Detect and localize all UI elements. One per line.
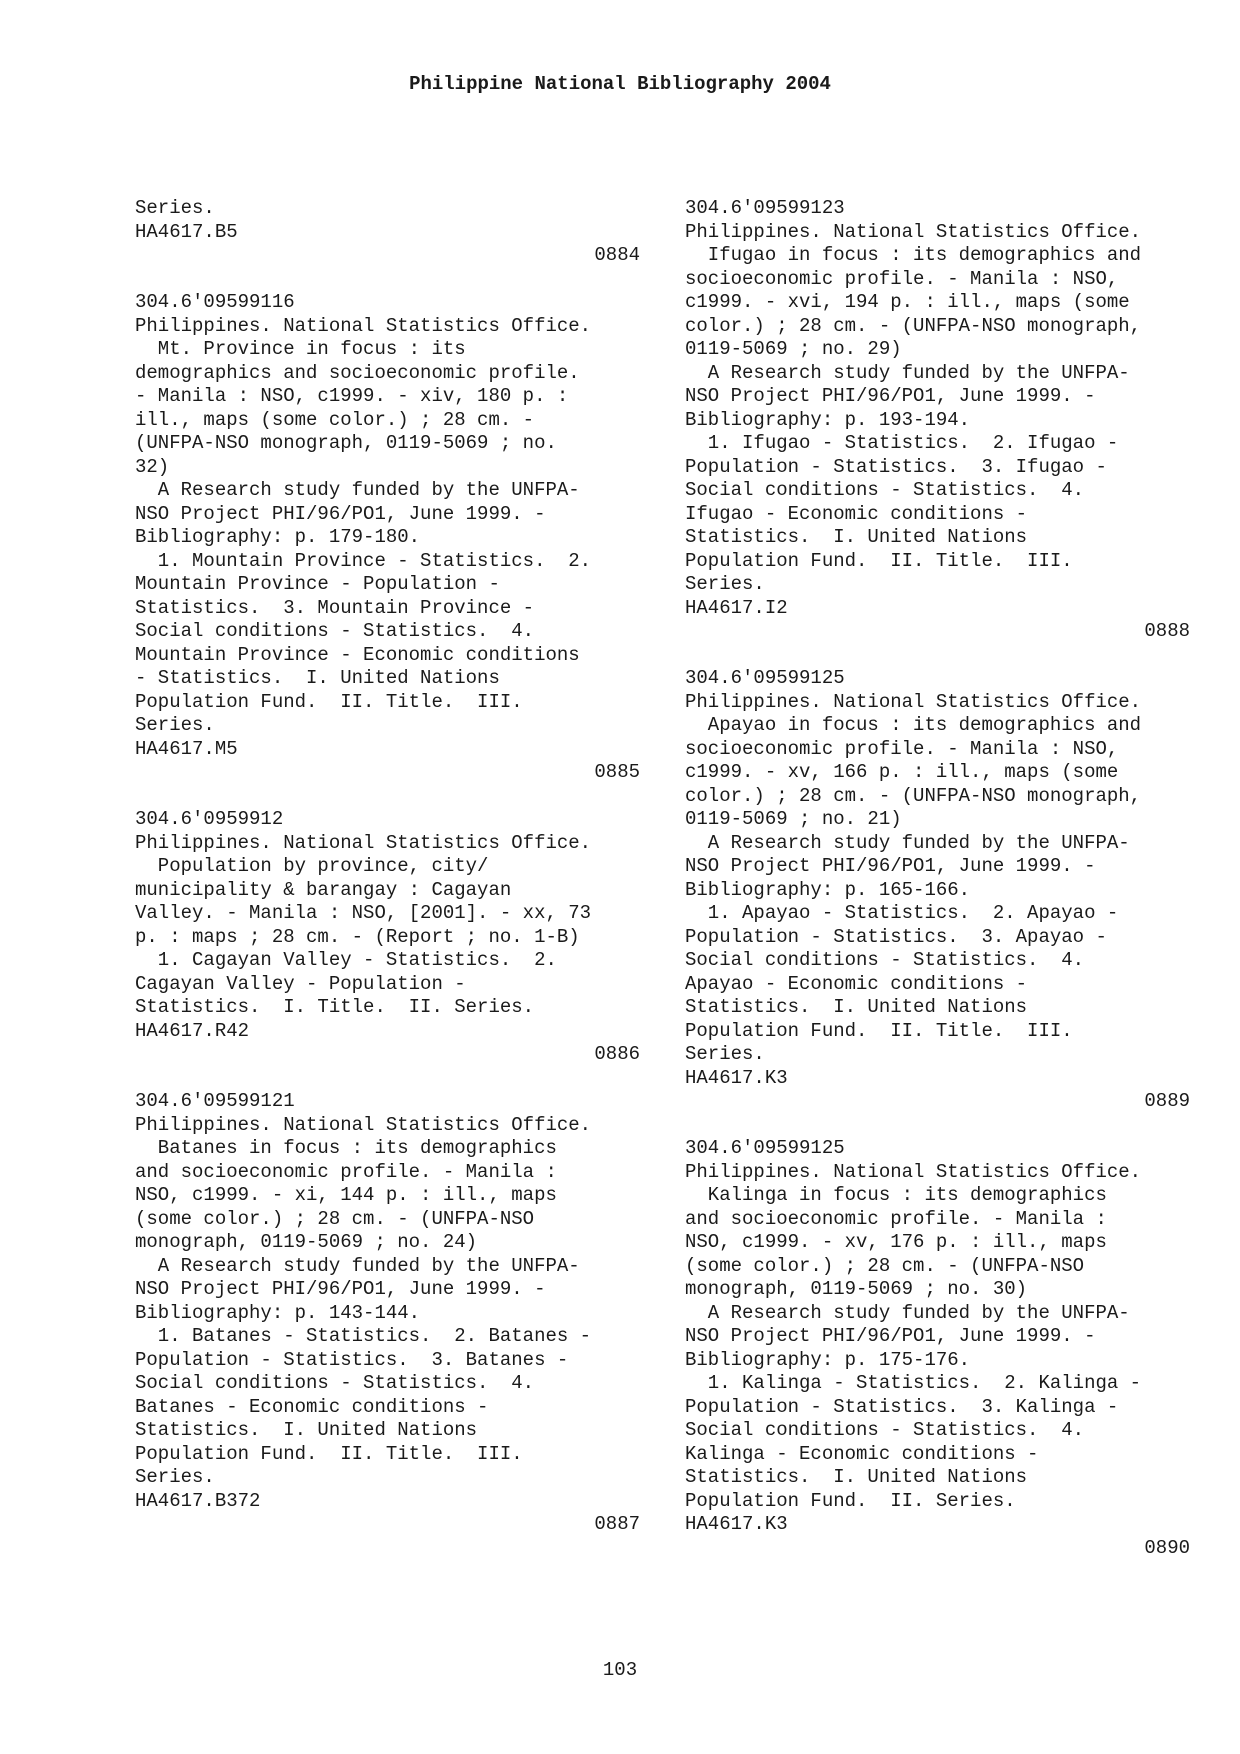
entry-text-line: Ifugao in focus : its demographics and: [685, 244, 1142, 266]
bibliography-column-right: [685, 197, 1190, 1560]
entry-text-line: c1999. - xv, 166 p. : ill., maps (some: [685, 761, 1119, 783]
entry-number: 0884: [594, 244, 640, 266]
entry-separator: [135, 1067, 640, 1091]
entry-text-line: Population Fund. II. Title. III.: [685, 549, 1073, 572]
entry-text-line: Population Fund. II. Title. III.: [135, 1442, 523, 1465]
entry-number: 0886: [594, 1043, 640, 1065]
lc-classification: HA4617.I2: [685, 596, 788, 619]
entry-text-line: and socioeconomic profile. - Manila :: [685, 1207, 1107, 1230]
entry-text-line: Series.: [135, 714, 215, 736]
entry-text-line: Social conditions - Statistics. 4.: [135, 620, 535, 642]
entry-text-line: Series.: [685, 1043, 765, 1065]
entry-text-line: Mountain Province - Economic conditions: [135, 643, 580, 666]
entry-text-line: Social conditions - Statistics. 4.: [685, 479, 1085, 501]
entry-text-line: Mt. Province in focus : its: [135, 338, 466, 360]
lc-classification: HA4617.B372: [135, 1489, 261, 1512]
entry-text-line: Kalinga in focus : its demographics: [685, 1184, 1107, 1206]
entry-text-line: (some color.) ; 28 cm. - (UNFPA-NSO: [135, 1207, 535, 1230]
lc-classification: HA4617.K3: [685, 1066, 788, 1089]
entry-text-line: 1. Cagayan Valley - Statistics. 2.: [135, 949, 557, 971]
entry-text-line: Social conditions - Statistics. 4.: [685, 949, 1085, 971]
entry-text-line: Batanes in focus : its demographics: [135, 1137, 557, 1159]
entry-text-line: (some color.) ; 28 cm. - (UNFPA-NSO: [685, 1254, 1085, 1277]
entry-text-line: 1. Kalinga - Statistics. 2. Kalinga -: [685, 1372, 1142, 1394]
entry-text-line: 1. Mountain Province - Statistics. 2.: [135, 549, 592, 572]
entry-text-line: Statistics. I. United Nations: [685, 1466, 1028, 1488]
entry-text-line: Philippines. National Statistics Office.: [135, 1113, 592, 1136]
entry-text-line: Series.: [685, 573, 765, 595]
entry-text-line: Bibliography: p. 143-144.: [135, 1301, 421, 1324]
entry-text-line: ill., maps (some color.) ; 28 cm. -: [135, 408, 535, 431]
entry-text-line: Philippines. National Statistics Office.: [135, 314, 592, 337]
entry-separator: [685, 644, 1190, 668]
entry-text-line: 1. Apayao - Statistics. 2. Apayao -: [685, 902, 1119, 924]
page-title: Philippine National Bibliography 2004: [409, 73, 831, 95]
entry-text-line: color.) ; 28 cm. - (UNFPA-NSO monograph,: [685, 784, 1142, 807]
entry-text-line: A Research study funded by the UNFPA-: [685, 1301, 1130, 1324]
entry-text-line: Population - Statistics. 3. Ifugao -: [685, 455, 1107, 478]
entry-text-line: Mountain Province - Population -: [135, 573, 500, 595]
entry-text-line: A Research study funded by the UNFPA-: [135, 1254, 580, 1277]
entry-text-line: Social conditions - Statistics. 4.: [685, 1419, 1085, 1441]
call-number: 304.6'09599116: [135, 291, 295, 313]
entry-separator: [685, 1114, 1190, 1138]
entry-text-line: 1. Batanes - Statistics. 2. Batanes -: [135, 1325, 592, 1347]
entry-text-line: NSO Project PHI/96/PO1, June 1999. -: [135, 502, 546, 525]
entry-number: 0887: [594, 1513, 640, 1535]
call-number: 304.6'0959912: [135, 808, 284, 830]
entry-number: 0885: [594, 761, 640, 783]
lc-classification: HA4617.B5: [135, 220, 238, 243]
entry-text-line: NSO Project PHI/96/PO1, June 1999. -: [135, 1278, 546, 1300]
entry-text-line: 32): [135, 455, 170, 478]
entry-number: 0888: [1144, 620, 1190, 642]
entry-text-line: Statistics. 3. Mountain Province -: [135, 596, 535, 619]
entry-text-line: and socioeconomic profile. - Manila :: [135, 1160, 557, 1183]
entry-text-line: - Statistics. I. United Nations: [135, 667, 500, 689]
call-number: 304.6'09599121: [135, 1090, 295, 1112]
entry-text-line: demographics and socioeconomic profile.: [135, 361, 580, 384]
entry-text-line: Population Fund. II. Title. III.: [135, 690, 523, 713]
entry-text-line: Social conditions - Statistics. 4.: [135, 1372, 535, 1394]
entry-text-line: Population - Statistics. 3. Batanes -: [135, 1348, 569, 1371]
entry-text-line: Valley. - Manila : NSO, [2001]. - xx, 73: [135, 902, 592, 924]
entry-text-line: A Research study funded by the UNFPA-: [685, 361, 1130, 384]
entry-text-line: (UNFPA-NSO monograph, 0119-5069 ; no.: [135, 432, 557, 454]
entry-text-line: Apayao in focus : its demographics and: [685, 714, 1142, 736]
entry-text-line: Ifugao - Economic conditions -: [685, 502, 1028, 525]
entry-text-line: municipality & barangay : Cagayan: [135, 878, 512, 901]
entry-separator: [135, 268, 640, 292]
entry-text-line: 1. Ifugao - Statistics. 2. Ifugao -: [685, 432, 1119, 454]
entry-text-line: Philippines. National Statistics Office.: [685, 220, 1142, 243]
entry-text-line: Kalinga - Economic conditions -: [685, 1442, 1039, 1465]
entry-text-line: Statistics. I. United Nations: [685, 526, 1028, 548]
entry-text-line: - Manila : NSO, c1999. - xiv, 180 p. :: [135, 385, 569, 407]
entry-text-line: NSO, c1999. - xv, 176 p. : ill., maps: [685, 1231, 1107, 1253]
entry-text-line: Series.: [135, 197, 215, 219]
entry-text-line: Batanes - Economic conditions -: [135, 1395, 489, 1418]
entry-text-line: socioeconomic profile. - Manila : NSO,: [685, 267, 1119, 290]
entry-separator: [135, 785, 640, 809]
entry-text-line: Philippines. National Statistics Office.: [685, 690, 1142, 713]
entry-text-line: Population Fund. II. Title. III.: [685, 1019, 1073, 1042]
entry-text-line: c1999. - xvi, 194 p. : ill., maps (some: [685, 291, 1130, 313]
entry-text-line: color.) ; 28 cm. - (UNFPA-NSO monograph,: [685, 314, 1142, 337]
entry-number: 0890: [1144, 1536, 1190, 1559]
entry-text-line: Bibliography: p. 175-176.: [685, 1348, 971, 1371]
entry-text-line: p. : maps ; 28 cm. - (Report ; no. 1-B): [135, 925, 580, 948]
entry-text-line: Statistics. I. United Nations: [685, 996, 1028, 1018]
call-number: 304.6'09599123: [685, 197, 845, 219]
entry-text-line: Philippines. National Statistics Office.: [685, 1160, 1142, 1183]
entry-text-line: Population Fund. II. Series.: [685, 1489, 1016, 1512]
call-number: 304.6'09599125: [685, 667, 845, 689]
entry-text-line: Statistics. I. United Nations: [135, 1419, 478, 1441]
lc-classification: HA4617.M5: [135, 737, 238, 760]
entry-text-line: monograph, 0119-5069 ; no. 24): [135, 1231, 478, 1253]
entry-text-line: A Research study funded by the UNFPA-: [685, 831, 1130, 854]
entry-text-line: Bibliography: p. 193-194.: [685, 408, 971, 431]
entry-text-line: A Research study funded by the UNFPA-: [135, 479, 580, 501]
entry-text-line: NSO Project PHI/96/PO1, June 1999. -: [685, 385, 1096, 407]
page-number: 103: [602, 1659, 638, 1681]
entry-text-line: Cagayan Valley - Population -: [135, 972, 466, 995]
entry-text-line: socioeconomic profile. - Manila : NSO,: [685, 737, 1119, 760]
entry-text-line: Apayao - Economic conditions -: [685, 972, 1028, 995]
entry-text-line: Bibliography: p. 179-180.: [135, 526, 421, 548]
lc-classification: HA4617.K3: [685, 1513, 788, 1535]
entry-number: 0889: [1144, 1090, 1190, 1112]
call-number: 304.6'09599125: [685, 1137, 845, 1159]
entry-text-line: NSO, c1999. - xi, 144 p. : ill., maps: [135, 1184, 557, 1206]
bibliography-column-left: [135, 197, 640, 1537]
entry-text-line: Series.: [135, 1466, 215, 1488]
entry-text-line: Statistics. I. Title. II. Series.: [135, 996, 535, 1018]
entry-text-line: 0119-5069 ; no. 21): [685, 808, 902, 830]
entry-text-line: Bibliography: p. 165-166.: [685, 878, 971, 901]
entry-text-line: Philippines. National Statistics Office.: [135, 831, 592, 854]
entry-text-line: 0119-5069 ; no. 29): [685, 338, 902, 360]
entry-text-line: monograph, 0119-5069 ; no. 30): [685, 1278, 1028, 1300]
lc-classification: HA4617.R42: [135, 1019, 250, 1042]
entry-text-line: NSO Project PHI/96/PO1, June 1999. -: [685, 1325, 1096, 1347]
entry-text-line: Population - Statistics. 3. Apayao -: [685, 925, 1107, 948]
entry-text-line: Population by province, city/: [135, 855, 489, 877]
entry-text-line: NSO Project PHI/96/PO1, June 1999. -: [685, 855, 1096, 877]
entry-text-line: Population - Statistics. 3. Kalinga -: [685, 1395, 1119, 1418]
